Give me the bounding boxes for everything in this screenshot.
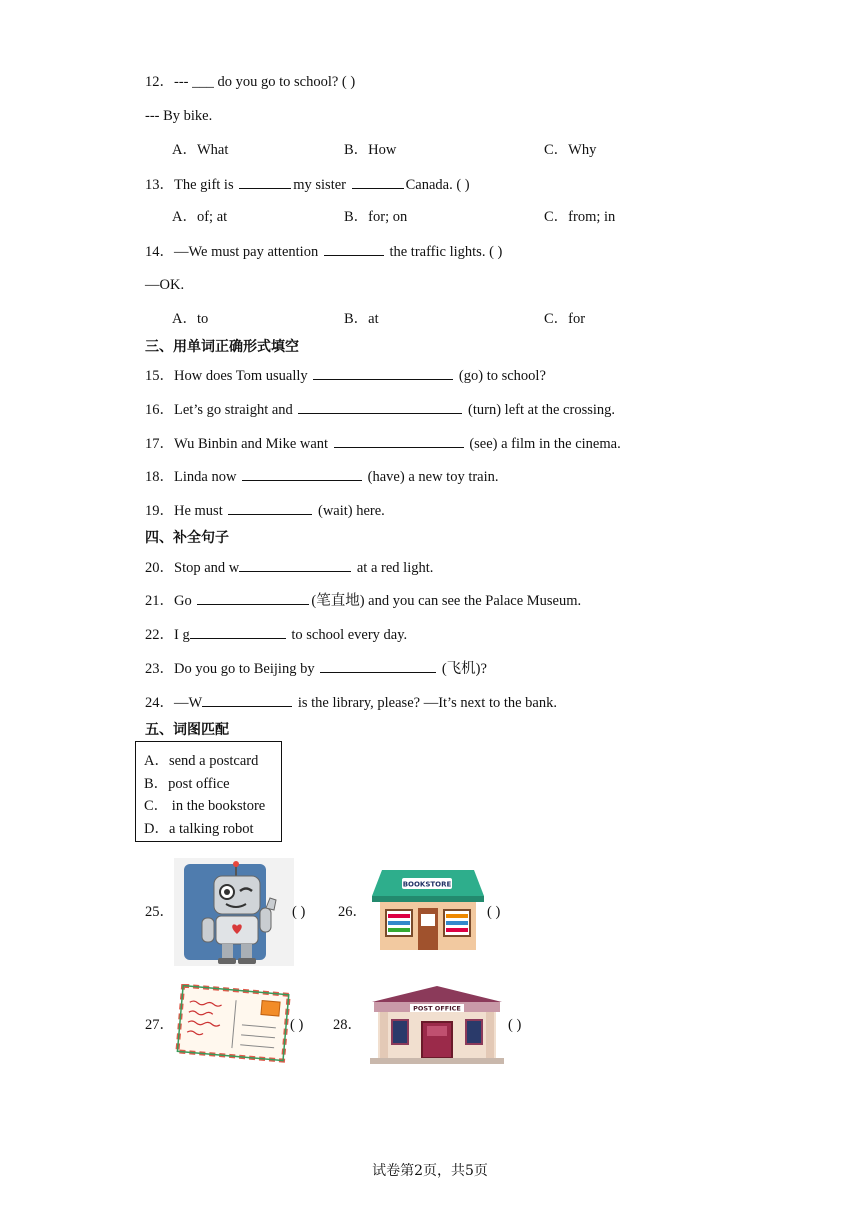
q28-answer-paren[interactable]: ( ) bbox=[508, 1017, 522, 1033]
q15-post: (go) to school? bbox=[455, 368, 546, 384]
q17 bbox=[145, 433, 621, 454]
q13-option-b: B．for; on bbox=[344, 209, 408, 225]
q18-pre: 18．Linda now bbox=[145, 469, 241, 485]
q13-blank-2[interactable] bbox=[352, 174, 404, 189]
q12-stem: 12．--- ___ do you go to school? ( ) bbox=[145, 74, 356, 90]
q12-option-a: A．What bbox=[172, 142, 229, 158]
q15 bbox=[145, 365, 546, 386]
page-footer: 试卷第2页，共5页 bbox=[372, 1163, 488, 1179]
q22-pre: 22．I g bbox=[145, 627, 190, 643]
post-office-image bbox=[370, 984, 504, 1069]
q18-blank[interactable] bbox=[242, 466, 362, 481]
q21 bbox=[145, 590, 581, 611]
q22-post: to school every day. bbox=[287, 627, 408, 643]
q16 bbox=[145, 399, 615, 420]
q14-option-a: A．to bbox=[172, 311, 209, 327]
bookstore-image bbox=[372, 866, 484, 955]
q18 bbox=[145, 466, 499, 487]
q15-pre: 15．How does Tom usually bbox=[145, 368, 312, 384]
q28-number: 28． bbox=[333, 1017, 362, 1033]
q26-number: 26． bbox=[338, 904, 367, 920]
q20-post: at a red light. bbox=[353, 560, 434, 576]
robot-image bbox=[174, 858, 294, 971]
q13-option-a: A．of; at bbox=[172, 209, 228, 225]
post-office-sign: POST OFFICE bbox=[413, 1004, 461, 1013]
q19-pre: 19．He must bbox=[145, 503, 227, 519]
q23-blank[interactable] bbox=[320, 658, 436, 673]
q24-pre: 24．—W bbox=[145, 695, 203, 711]
q13-stem-pre: 13．The gift is bbox=[145, 177, 238, 193]
box-option-b: B．post office bbox=[144, 775, 230, 792]
q16-blank[interactable] bbox=[298, 399, 462, 414]
q16-post: (turn) left at the crossing. bbox=[464, 402, 616, 418]
q27-answer-paren[interactable]: ( ) bbox=[290, 1017, 304, 1033]
q23 bbox=[145, 658, 487, 679]
q13-stem bbox=[145, 174, 470, 195]
q21-blank[interactable] bbox=[197, 590, 309, 605]
q15-blank[interactable] bbox=[313, 365, 453, 380]
box-option-d: D．a talking robot bbox=[144, 820, 254, 837]
q24-blank[interactable] bbox=[202, 692, 292, 707]
q24 bbox=[145, 692, 557, 713]
q12-reply: --- By bike. bbox=[145, 108, 213, 124]
q13-blank-1[interactable] bbox=[239, 174, 291, 189]
q23-post: (飞机)? bbox=[438, 661, 487, 677]
q22-blank[interactable] bbox=[190, 624, 286, 639]
bookstore-sign: BOOKSTORE bbox=[402, 880, 452, 889]
q14-option-c: C．for bbox=[544, 311, 586, 327]
q22 bbox=[145, 624, 407, 645]
q19-post: (wait) here. bbox=[314, 503, 385, 519]
q23-pre: 23．Do you go to Beijing by bbox=[145, 661, 319, 677]
q14-stem-pre: 14．—We must pay attention bbox=[145, 244, 322, 260]
q25-number: 25． bbox=[145, 904, 174, 920]
q16-pre: 16．Let’s go straight and bbox=[145, 402, 297, 418]
q14-option-b: B．at bbox=[344, 311, 379, 327]
q26-answer-paren[interactable]: ( ) bbox=[487, 904, 501, 920]
q12-option-b: B．How bbox=[344, 142, 397, 158]
q17-pre: 17．Wu Binbin and Mike want bbox=[145, 436, 332, 452]
q18-post: (have) a new toy train. bbox=[364, 469, 499, 485]
q20 bbox=[145, 557, 433, 578]
q14-reply: —OK. bbox=[145, 277, 185, 293]
q20-blank[interactable] bbox=[239, 557, 351, 572]
q14-stem-post: the traffic lights. ( ) bbox=[385, 244, 503, 260]
section-4-heading: 四、补全句子 bbox=[145, 530, 229, 546]
options-box bbox=[135, 741, 282, 842]
q13-option-c: C．from; in bbox=[544, 209, 616, 225]
q19 bbox=[145, 500, 385, 521]
box-option-c: C． in the bookstore bbox=[144, 798, 266, 814]
postcard-image bbox=[172, 984, 292, 1069]
q12-option-c: C．Why bbox=[544, 142, 597, 158]
q21-post: (笔直地) and you can see the Palace Museum. bbox=[311, 593, 582, 609]
q17-post: (see) a film in the cinema. bbox=[465, 436, 621, 452]
q19-blank[interactable] bbox=[228, 500, 312, 515]
q20-pre: 20．Stop and w bbox=[145, 560, 240, 576]
q24-post: is the library, please? —It’s next to the bank. bbox=[294, 695, 557, 711]
q13-stem-post: Canada. ( ) bbox=[405, 177, 470, 193]
section-3-heading: 三、用单词正确形式填空 bbox=[145, 339, 299, 355]
q21-pre: 21．Go bbox=[145, 593, 196, 609]
q14-blank[interactable] bbox=[324, 241, 384, 256]
box-option-a: A．send a postcard bbox=[144, 753, 259, 769]
q14-stem bbox=[145, 241, 502, 262]
q13-stem-mid: my sister bbox=[293, 177, 350, 193]
section-5-heading: 五、词图匹配 bbox=[145, 722, 229, 738]
q27-number: 27． bbox=[145, 1017, 174, 1033]
q25-answer-paren[interactable]: ( ) bbox=[292, 904, 306, 920]
q17-blank[interactable] bbox=[334, 433, 464, 448]
